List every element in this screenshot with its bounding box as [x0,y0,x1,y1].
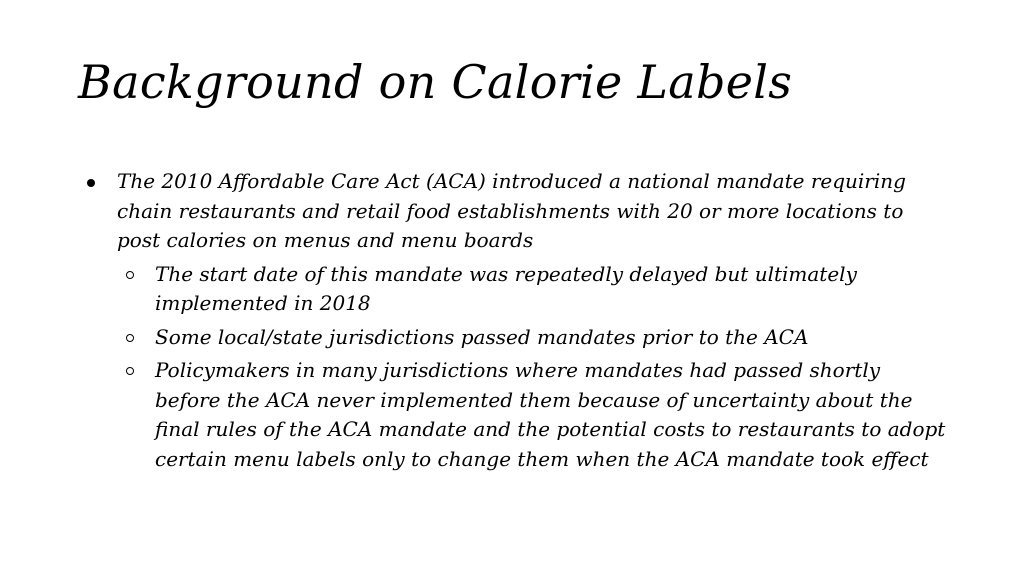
sub-bullet-text: Some local/state jurisdictions passed mandates prior to the ACA [155,324,809,349]
sub-bullet-circle-icon [126,334,134,342]
sub-bullet-item [155,260,947,319]
slide-title: Background on Calorie Labels [78,55,793,109]
sub-bullet-item [155,323,947,353]
bullet-item [117,167,947,256]
sub-bullet-text: Policymakers in many jurisdictions where mandates had passed shortly before the ACA never implemented them because of uncertainty about the final rules of the ACA mandate and the potential costs to restaurants to adopt certain menu labels only to change them when the ACA mandate took effect [155,358,946,471]
bullet-list [0,167,1024,474]
sub-bullet-circle-icon [126,367,134,375]
bullet-text: The 2010 Affordable Care Act (ACA) introduced a national mandate requiring chain restaurants and retail food establishments with 20 or more locations to post calories on menus and menu boards [117,169,906,252]
sub-bullet-circle-icon [126,271,134,279]
sub-bullet-text: The start date of this mandate was repeatedly delayed but ultimately implemented in 2018 [155,261,857,315]
sub-bullet-item [155,356,947,474]
bullet-dot-icon [87,179,95,187]
